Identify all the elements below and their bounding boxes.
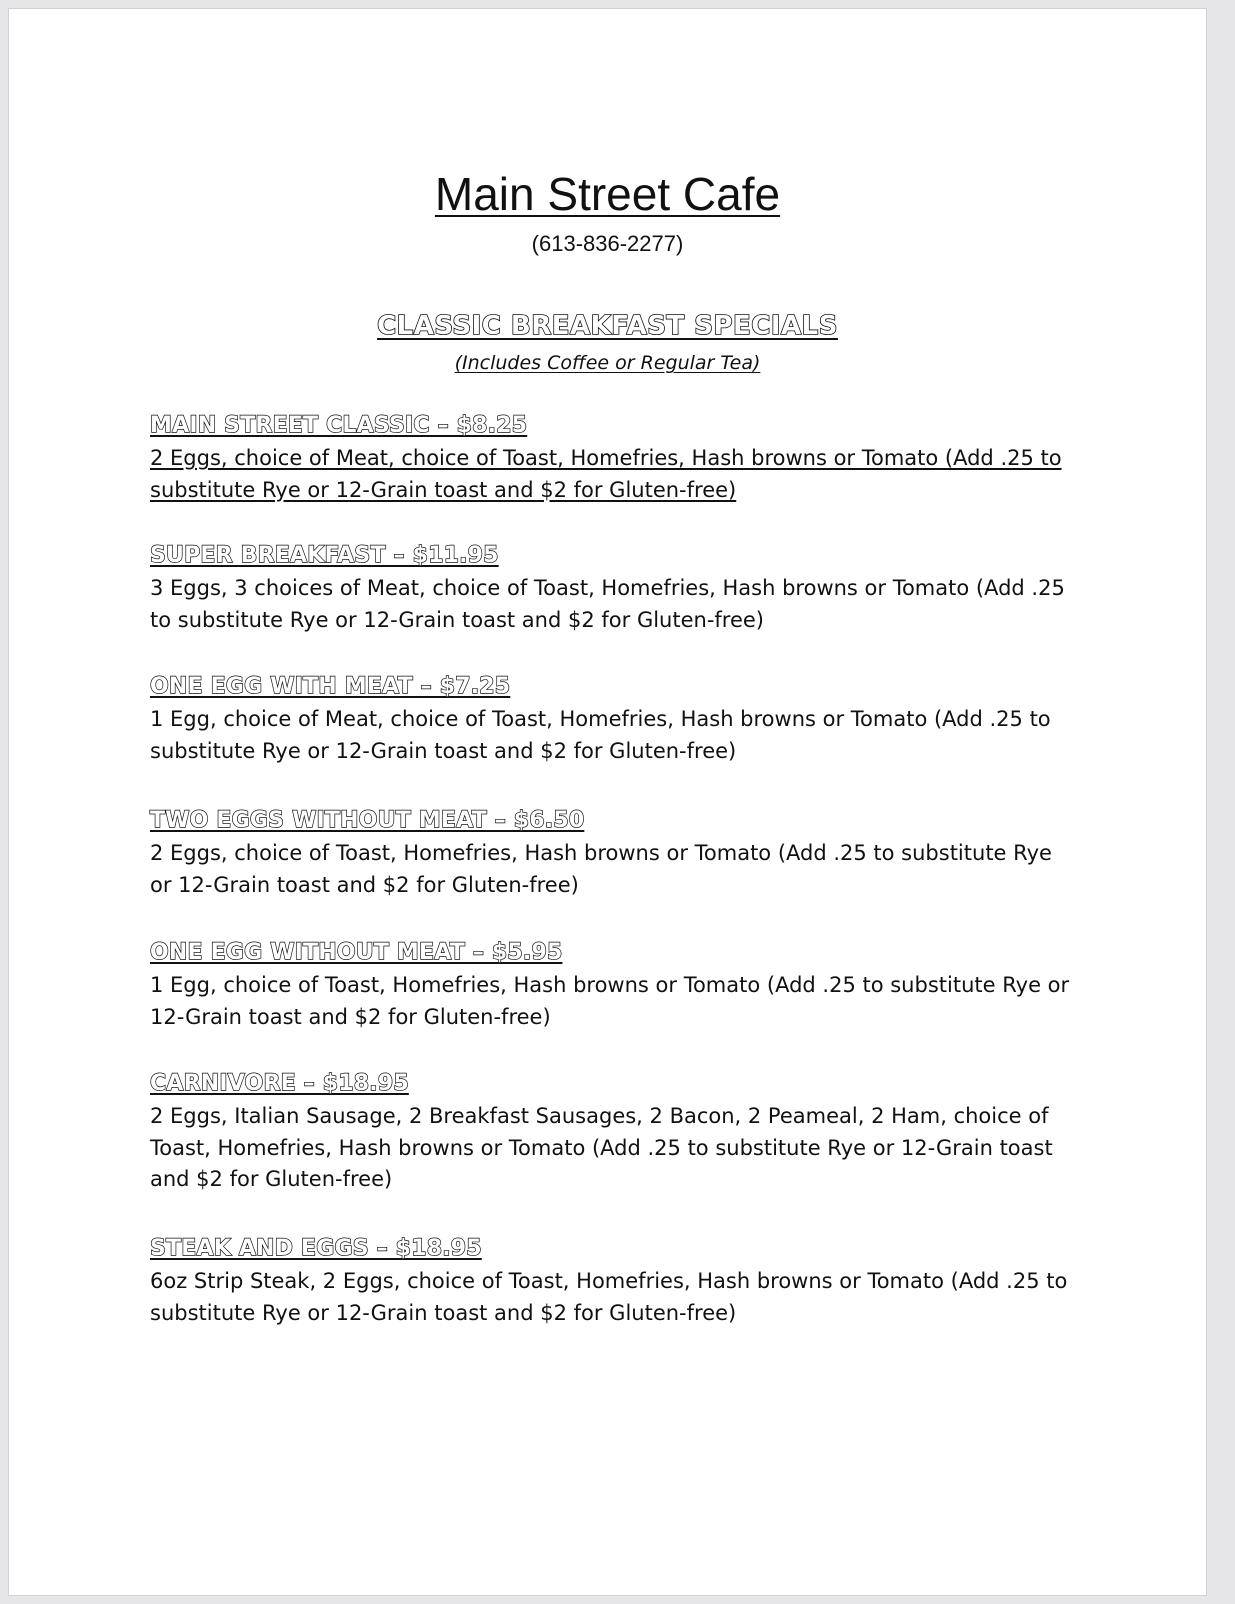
section-note <box>9 349 1206 377</box>
menu-item-description: 1 Egg, choice of Toast, Homefries, Hash browns or Tomato (Add .25 to substitute Rye or 12-Grain toast and $2 for Gluten-free) <box>150 973 1070 1029</box>
section-heading <box>9 309 1206 343</box>
menu-item-one-egg-without-meat <box>150 938 1070 1033</box>
menu-item-title: STEAK AND EGGS – $18.95 <box>150 1236 482 1261</box>
menu-item-one-egg-with-meat <box>150 672 1070 767</box>
menu-item-two-eggs-without-meat <box>150 806 1070 901</box>
menu-item-description: 2 Eggs, choice of Meat, choice of Toast, Homefries, Hash browns or Tomato (Add .25 to substitute Rye or 12-Grain toast and $2 for Gluten-free) <box>150 446 1062 502</box>
menu-item-description: 6oz Strip Steak, 2 Eggs, choice of Toast, Homefries, Hash browns or Tomato (Add .25 to substitute Rye or 12-Grain toast and $2 for Gluten-free) <box>150 1269 1068 1325</box>
menu-item-main-street-classic <box>150 411 1070 506</box>
menu-item-steak-and-eggs <box>150 1234 1070 1329</box>
menu-item-description: 2 Eggs, Italian Sausage, 2 Breakfast Sausages, 2 Bacon, 2 Peameal, 2 Ham, choice of Toast, Homefries, Hash browns or Tomato (Add .25 to substitute Rye or 12-Grain toast and $2 for Gluten-free) <box>150 1104 1053 1191</box>
menu-item-title: ONE EGG WITHOUT MEAT – $5.95 <box>150 940 563 965</box>
section-heading-text: CLASSIC BREAKFAST SPECIALS <box>377 311 838 341</box>
menu-item-title: ONE EGG WITH MEAT – $7.25 <box>150 674 511 699</box>
phone-number: (613-836-2277) <box>531 231 684 256</box>
menu-item-title: CARNIVORE – $18.95 <box>150 1071 409 1096</box>
menu-item-description: 2 Eggs, choice of Toast, Homefries, Hash browns or Tomato (Add .25 to substitute Rye or 12-Grain toast and $2 for Gluten-free) <box>150 841 1052 897</box>
section-note-text: (Includes Coffee or Regular Tea) <box>454 352 761 374</box>
menu-item-description: 1 Egg, choice of Meat, choice of Toast, Homefries, Hash browns or Tomato (Add .25 to substitute Rye or 12-Grain toast and $2 for Gluten-free) <box>150 707 1051 763</box>
menu-item-description: 3 Eggs, 3 choices of Meat, choice of Toast, Homefries, Hash browns or Tomato (Add .25 to substitute Rye or 12-Grain toast and $2 for Gluten-free) <box>150 576 1065 632</box>
menu-page <box>8 8 1207 1596</box>
menu-item-super-breakfast <box>150 541 1070 636</box>
title-text: Main Street Cafe <box>434 168 781 220</box>
menu-item-carnivore <box>150 1069 1070 1196</box>
page-title <box>9 166 1206 222</box>
menu-item-title: TWO EGGS WITHOUT MEAT – $6.50 <box>150 808 585 833</box>
menu-item-title: SUPER BREAKFAST – $11.95 <box>150 543 499 568</box>
menu-item-title: MAIN STREET CLASSIC – $8.25 <box>150 413 528 438</box>
